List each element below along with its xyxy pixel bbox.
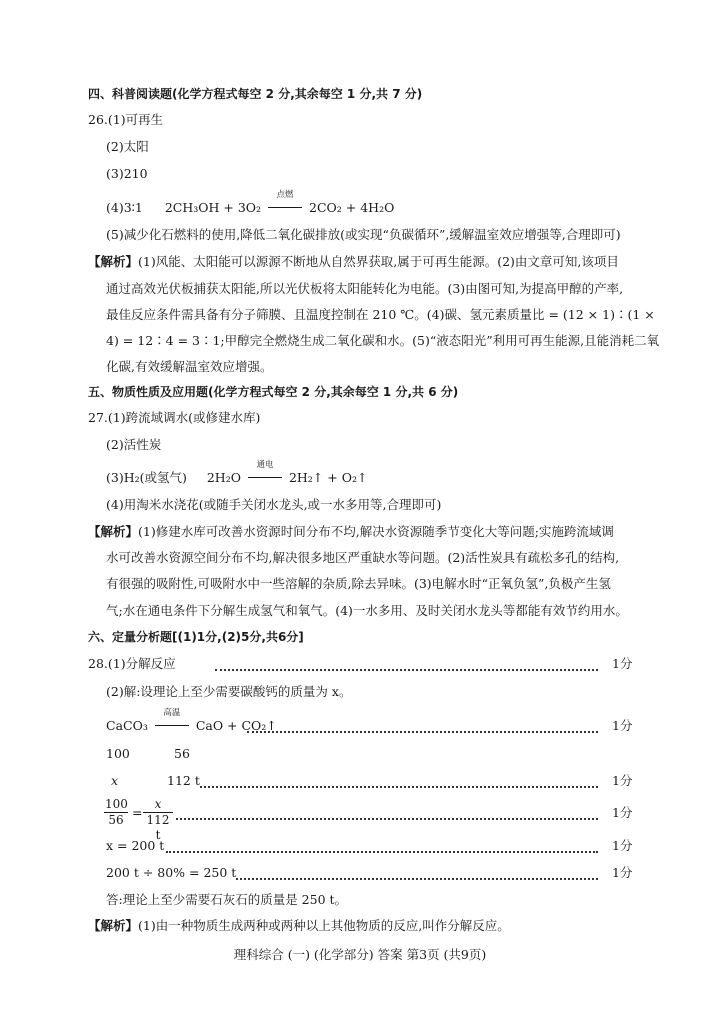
dot-leader <box>247 731 598 733</box>
q26-answer-1: 26.(1)可再生 <box>88 112 164 127</box>
q26-answer-2: (2)太阳 <box>106 139 149 154</box>
q28-unknown-x: x <box>111 773 119 788</box>
fraction-right-denominator: 112 t <box>146 813 170 842</box>
score-2: 1分 <box>612 718 633 733</box>
analysis-text: (1)修建水库可改善水资源时间分布不均,解决水资源随季节变化大等问题;实施跨流域调 <box>138 524 614 539</box>
fraction-equals: = <box>132 805 143 820</box>
q26-equation-left: 2CH₃OH + 3O₂ <box>164 200 262 215</box>
section-4-title: 四、科普阅读题(化学方程式每空 2 分,其余每空 1 分,共 7 分) <box>88 87 423 101</box>
q26-equation-right: 2CO₂ + 4H₂O <box>309 200 395 215</box>
q27-analysis-line-1 <box>88 524 614 540</box>
dot-leader <box>200 786 598 788</box>
score-6: 1分 <box>612 865 633 880</box>
fraction-left <box>104 797 128 828</box>
q26-analysis-line-3: 最佳反应条件需具备有分子筛膜、且温度控制在 210 ℃。(4)碳、氢元素质量比 = (12 × 1)∶(1 × <box>106 307 655 322</box>
reaction-condition: 通电 <box>256 460 274 470</box>
q28-answer-statement: 答:理论上至少需要石灰石的质量是 250 t。 <box>106 892 348 907</box>
analysis-tag: 【解析】 <box>88 524 139 539</box>
q28-analysis-line-1 <box>88 918 510 934</box>
q28-relative-mass-right: 56 <box>174 746 190 761</box>
score-1: 1分 <box>612 656 633 671</box>
q28-answer-1: 28.(1)分解反应 <box>88 656 176 671</box>
q27-answer-3 <box>106 460 368 486</box>
q26-answer-4 <box>106 190 395 216</box>
q26-answer-3: (3)210 <box>106 166 148 181</box>
q27-equation-right: 2H₂↑ + O₂↑ <box>288 470 368 485</box>
reaction-condition: 高温 <box>163 708 181 718</box>
reaction-arrow <box>268 190 302 216</box>
reaction-arrow <box>248 460 282 486</box>
analysis-tag: 【解析】 <box>88 254 139 269</box>
q27-answer-3-gas: (3)H₂(或氢气) <box>106 470 187 485</box>
q27-answer-4: (4)用淘米水浇花(或随手关闭水龙头,或一水多用等,合理即可) <box>106 497 442 512</box>
q28-result-final: 200 t ÷ 80% = 250 t <box>106 865 237 880</box>
section-5-title: 五、物质性质及应用题(化学方程式每空 2 分,其余每空 1 分,共 6 分) <box>88 385 459 399</box>
analysis-text: (1)由一种物质生成两种或两种以上其他物质的反应,叫作分解反应。 <box>138 918 510 933</box>
section-6-title: 六、定量分析题[(1)1分,(2)5分,共6分] <box>88 630 304 644</box>
fraction-left-denominator: 56 <box>108 813 124 827</box>
q26-analysis-line-4: 4) = 12∶4 = 3∶1;甲醇完全燃烧生成二氧化碳和水。(5)“液态阳光”利用可再生能源,且能消耗二氧 <box>106 333 660 348</box>
q28-relative-mass-left: 100 <box>106 746 130 761</box>
q27-answer-2: (2)活性炭 <box>106 437 162 452</box>
q26-analysis-line-5: 化碳,有效缓解温室效应增强。 <box>106 359 273 374</box>
reaction-arrow <box>155 708 189 734</box>
fraction-right <box>143 797 173 843</box>
score-3: 1分 <box>612 773 633 788</box>
page-footer: 理科综合 (一) (化学部分) 答案 第3页 (共9页) <box>233 947 487 962</box>
q28-equation-right: CaO + CO₂↑ <box>195 718 277 733</box>
dot-leader <box>236 878 598 880</box>
q28-known-mass: 112 t <box>167 773 200 788</box>
q26-answer-5: (5)减少化石燃料的使用,降低二氧化碳排放(或实现“负碳循环”,缓解温室效应增强等,合理即可) <box>106 227 621 242</box>
q26-analysis-line-2: 通过高效光伏板捕获太阳能,所以光伏板将太阳能转化为电能。(3)由图可知,为提高甲醇的产率, <box>106 281 624 296</box>
q26-answer-4-ratio: (4)3∶1 <box>106 200 143 215</box>
reaction-condition: 点燃 <box>276 190 294 200</box>
q27-analysis-line-3: 有很强的吸附性,可吸附水中一些溶解的杂质,除去异味。(3)电解水时“正氧负氢”,负极产生氢 <box>106 576 611 591</box>
q28-result-x: x = 200 t <box>106 838 165 853</box>
q27-answer-1: 27.(1)跨流域调水(或修建水库) <box>88 410 261 425</box>
analysis-tag: 【解析】 <box>88 918 139 933</box>
analysis-text: (1)风能、太阳能可以源源不断地从自然界获取,属于可再生能源。(2)由文章可知,该项目 <box>138 254 619 269</box>
q28-equation-left: CaCO₃ <box>106 718 148 733</box>
score-4: 1分 <box>612 805 633 820</box>
q27-analysis-line-2: 水可改善水资源空间分布不均,解决很多地区严重缺水等问题。(2)活性炭具有疏松多孔的结构, <box>106 550 620 565</box>
q28-answer-2: (2)解:设理论上至少需要碳酸钙的质量为 x。 <box>106 684 352 699</box>
q27-analysis-line-4: 气;水在通电条件下分解生成氢气和氧气。(4)一水多用、及时关闭水龙头等都能有效节约用水。 <box>106 603 628 618</box>
dot-leader <box>166 851 598 853</box>
dot-leader <box>176 818 598 820</box>
q27-equation-left: 2H₂O <box>206 470 241 485</box>
score-5: 1分 <box>612 838 633 853</box>
fraction-right-numerator: x <box>143 797 173 813</box>
fraction-left-numerator: 100 <box>105 797 128 811</box>
q26-analysis-line-1 <box>88 254 619 270</box>
dot-leader <box>215 669 598 671</box>
